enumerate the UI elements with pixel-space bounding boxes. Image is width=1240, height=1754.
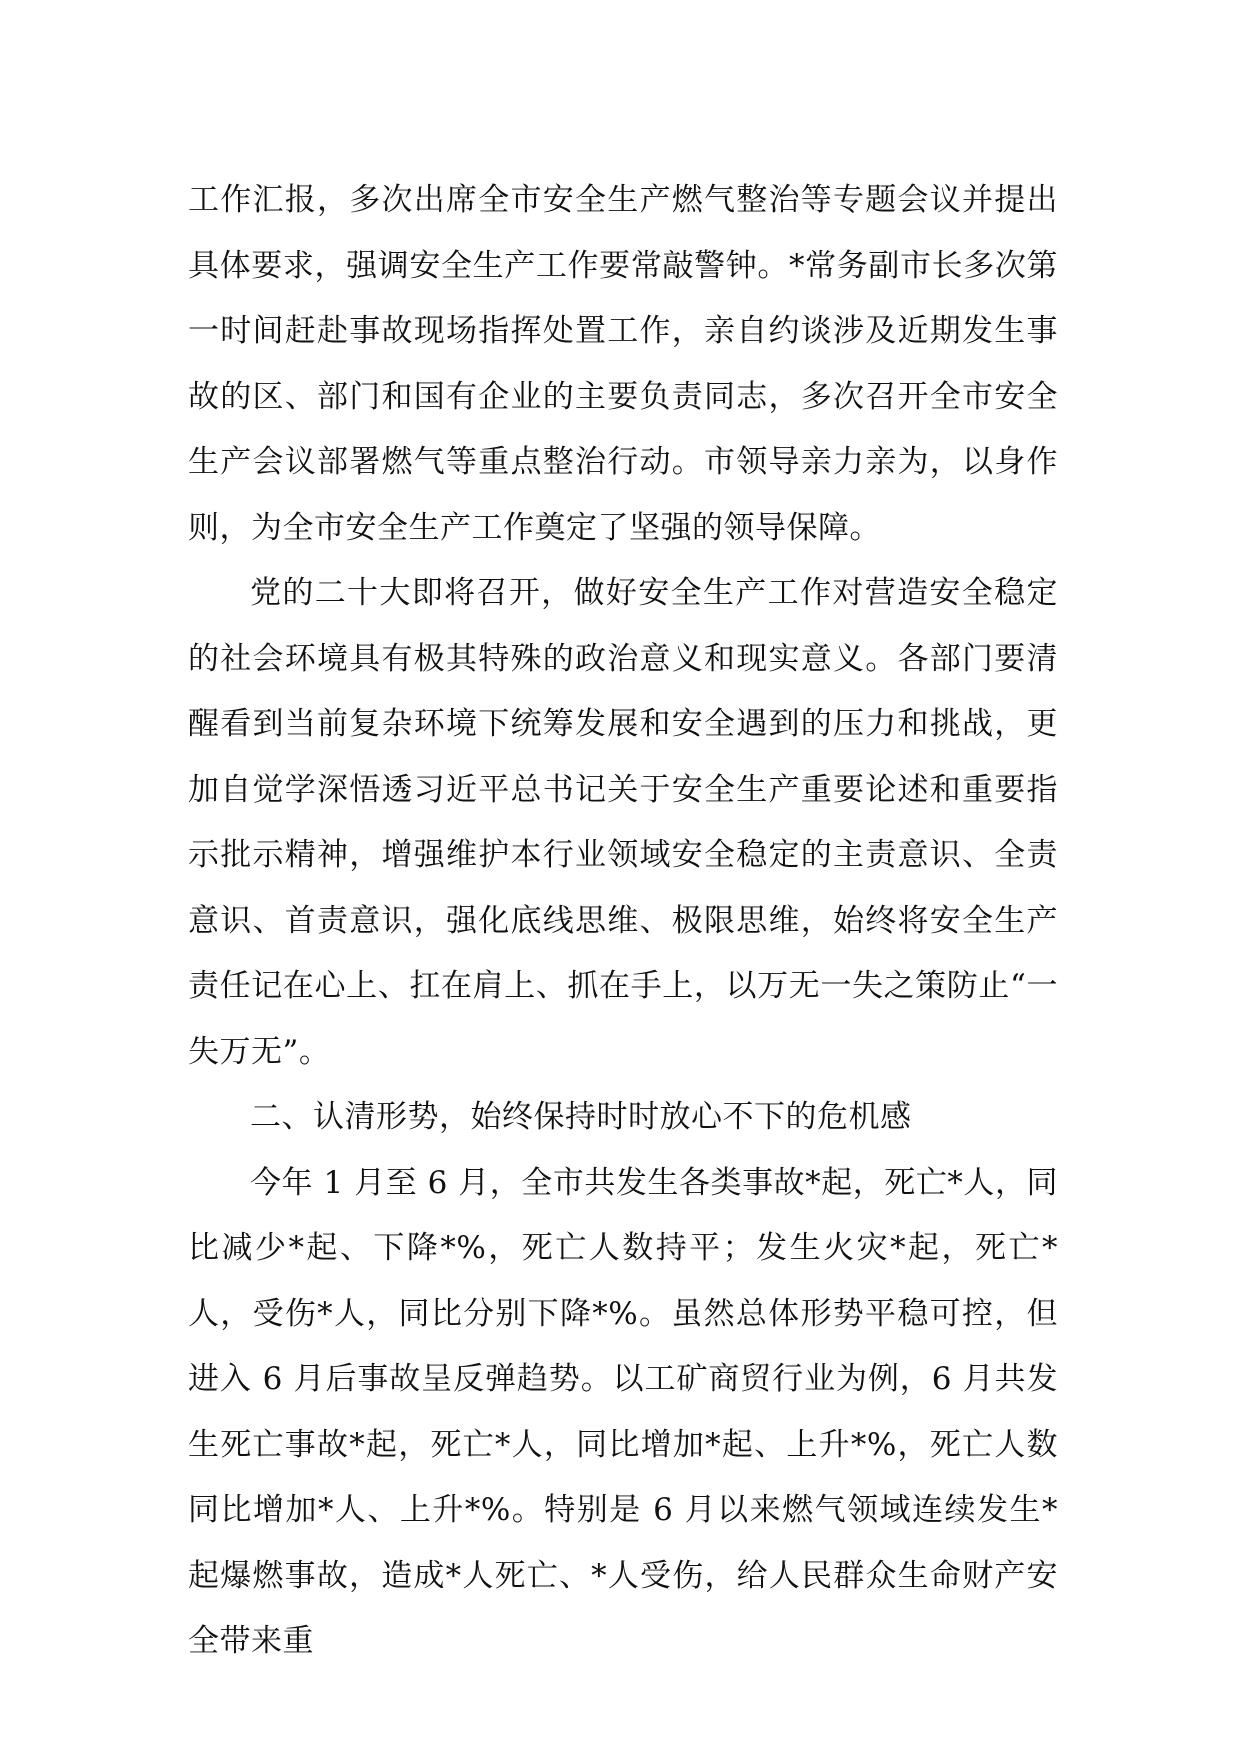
section-heading-situation: 二、认清形势，始终保持时时放心不下的危机感 (250, 1099, 912, 1135)
paragraph-party-congress: 党的二十大即将召开，做好安全生产工作对营造安全稳定的社会环境具有极其特殊的政治意义和现实意义。各部门要清醒看到当前复杂环境下统筹发展和安全遇到的压力和挑战，更加自觉学深悟透习近平总书记关于安全生产重要论述和重要指示批示精神，增强维护本行业领域安全稳定的主责意识、全责意识、首责意识，强化底线思维、极限思维，始终将安全生产责任记在心上、扛在肩上、抓在手上，以万无一失之策防止“一失万无”。 (188, 575, 1058, 1070)
paragraph-leadership-report: 工作汇报，多次出席全市安全生产燃气整治等专题会议并提出具体要求，强调安全生产工作要常敲警钟。*常务副市长多次第一时间赶赴事故现场指挥处置工作，亲自约谈涉及近期发生事故的区、部门和国有企业的主要负责同志，多次召开全市安全生产会议部署燃气等重点整治行动。市领导亲力亲为，以身作则，为全市安全生产工作奠定了坚强的领导保障。 (188, 182, 1058, 546)
document-body (188, 168, 1058, 1675)
paragraph-accident-statistics: 今年 1 月至 6 月，全市共发生各类事故*起，死亡*人，同比减少*起、下降*%，死亡人数持平；发生火灾*起，死亡*人，受伤*人，同比分别下降*%。虽然总体形势平稳可控，但进入 6 月后事故呈反弹趋势。以工矿商贸行业为例，6 月共发生死亡事故*起，死亡*人，同比增加*起、上升*%，死亡人数同比增加*人、上升*%。特别是 6 月以来燃气领域连续发生*起爆燃事故，造成*人死亡、*人受伤，给人民群众生命财产安全带来重 (188, 1164, 1058, 1659)
